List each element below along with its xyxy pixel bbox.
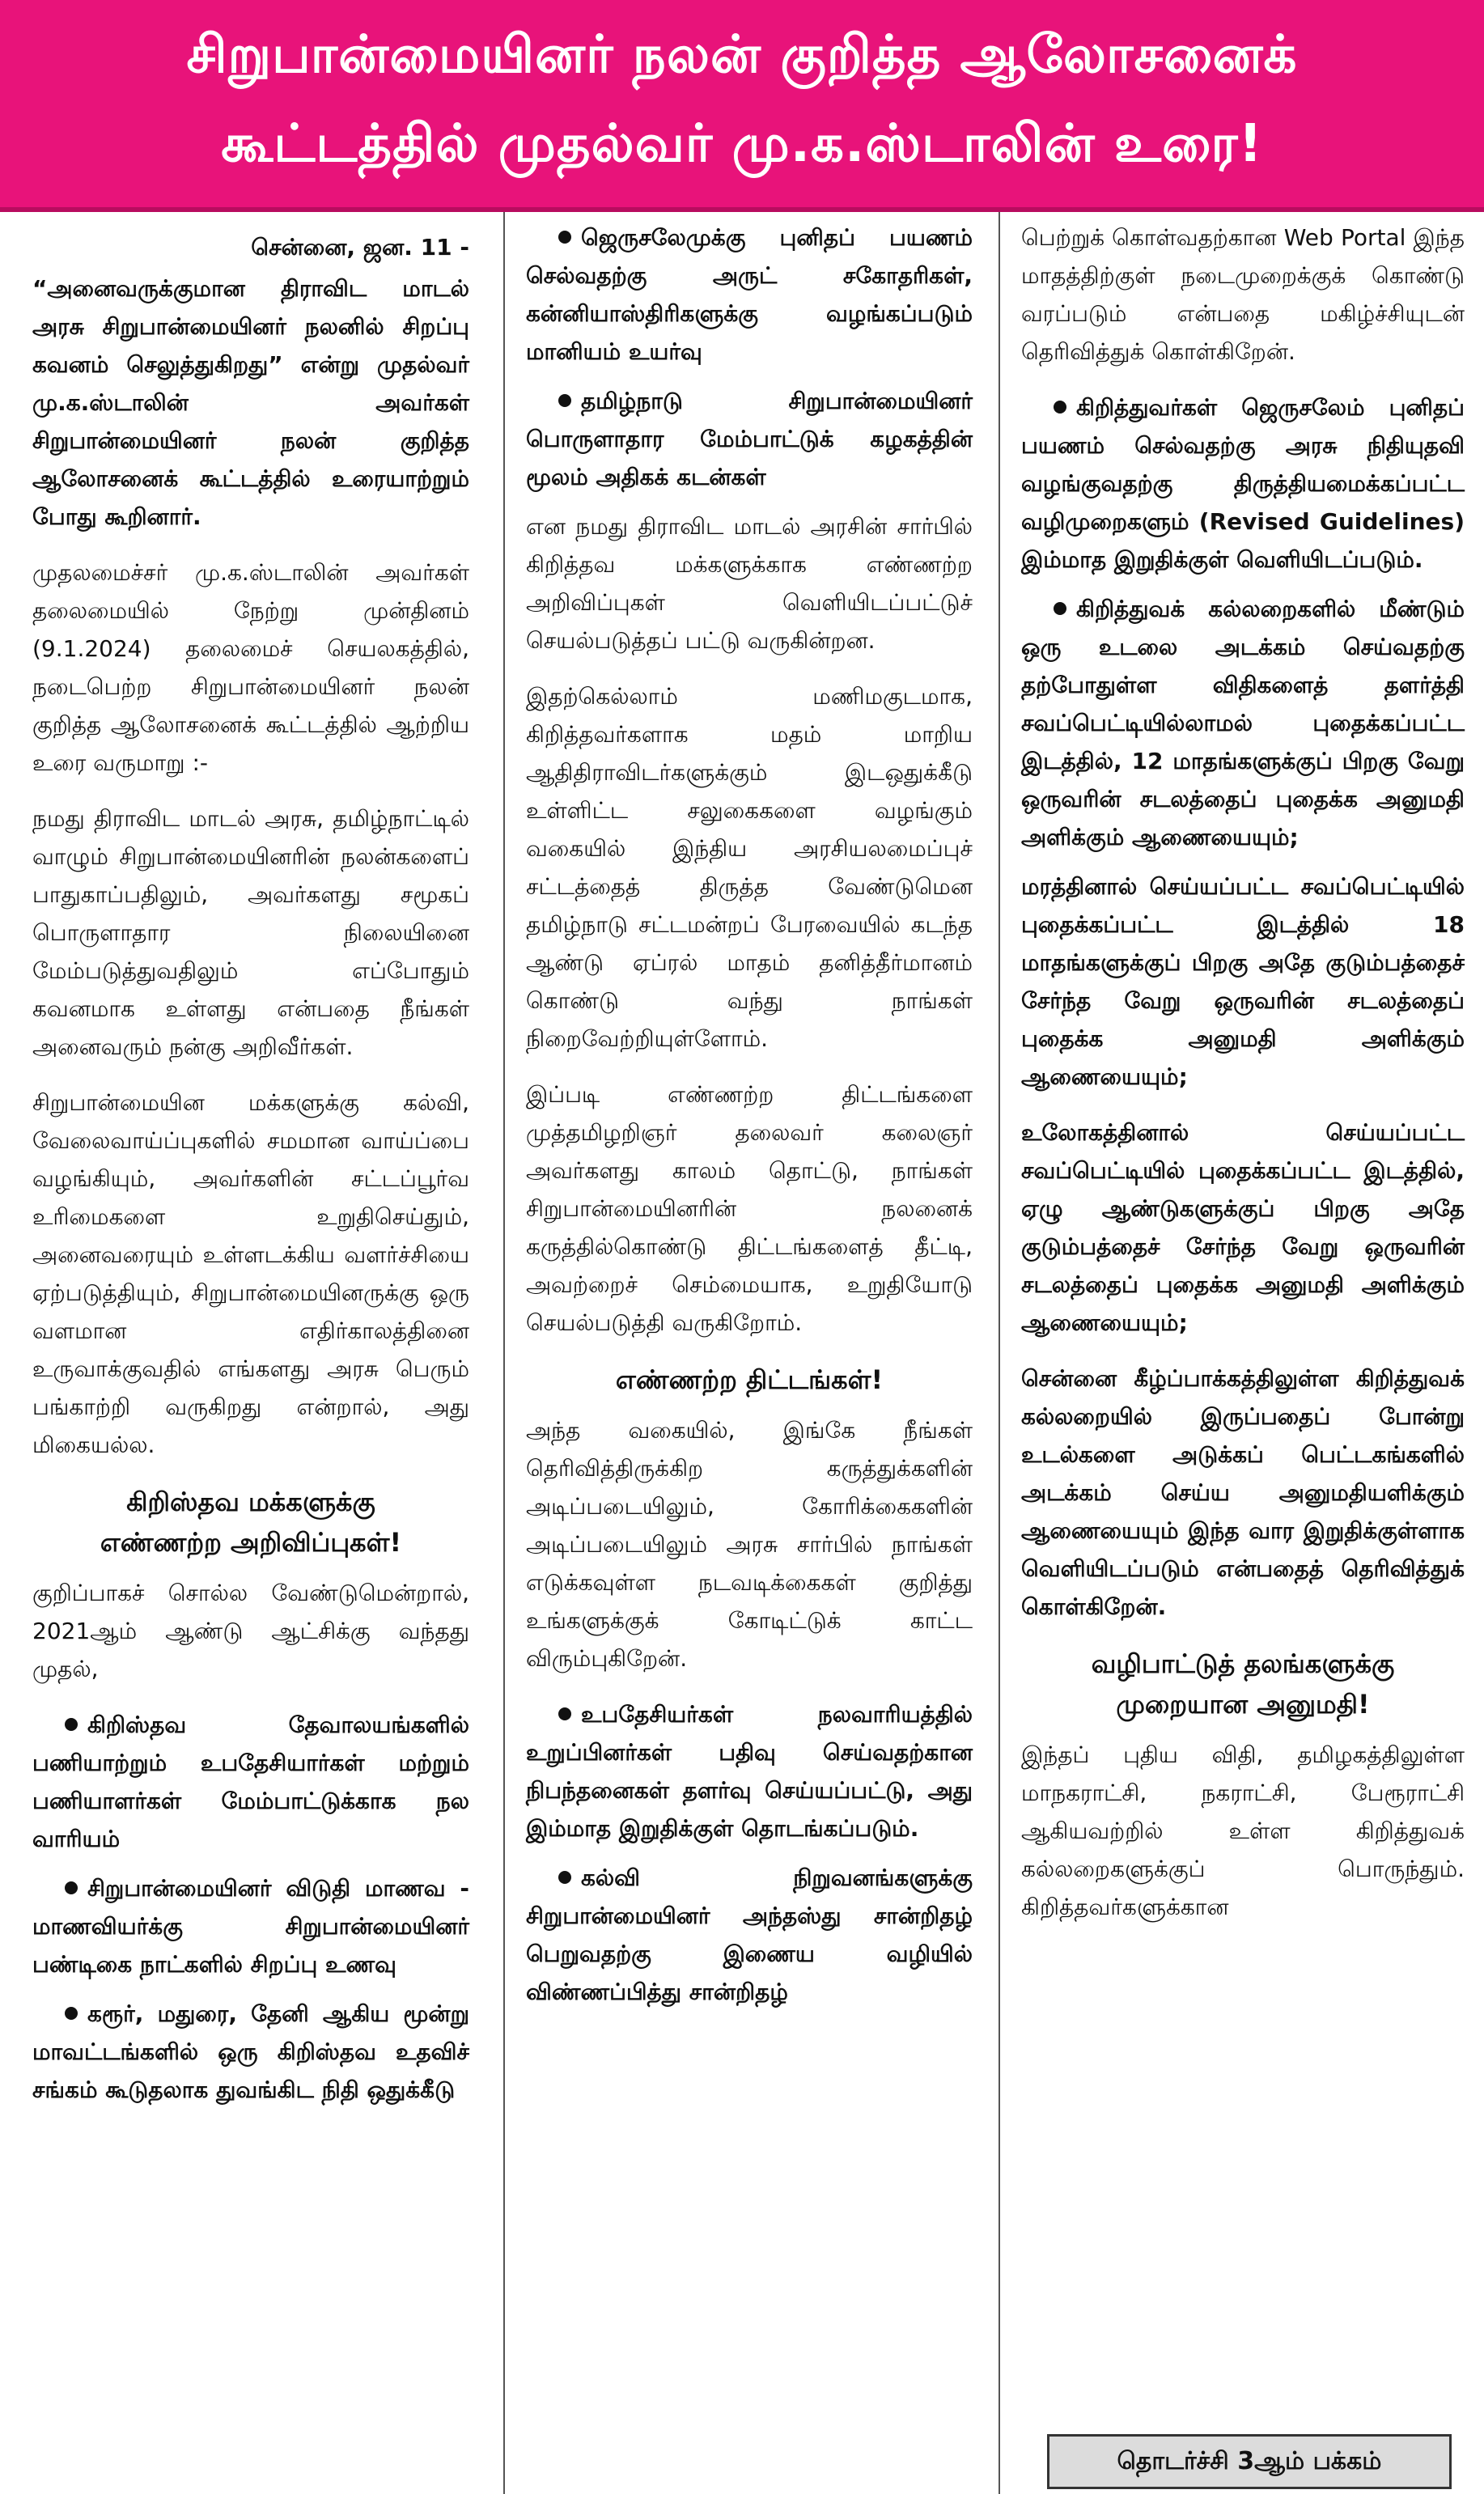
bullet-text: கரூர், மதுரை, தேனி ஆகிய மூன்று மாவட்டங்களில் ஒரு கிறிஸ்தவ உதவிச் சங்கம் கூடுதலாக துவங்கிட நிதி ஒதுக்கீடு: [32, 2000, 469, 2103]
bullet-icon: [558, 394, 571, 407]
dateline: சென்னை, ஜன. 11 -: [251, 234, 469, 261]
column-1: [0, 212, 494, 2494]
bullet-item: [32, 1706, 469, 1858]
article-paragraph-bold: சென்னை கீழ்ப்பாக்கத்திலுள்ள கிறித்துவக் கல்லறையில் இருப்பதைப் போன்று உடல்களை அடுக்கப் பெட்டகங்களில் அடக்கம் செய்ய அனுமதியளிக்கும் ஆணையையும் இந்த வார இறுதிக்குள்ளாக வெளியிடப்படும் என்பதைத் தெரிவித்துக் கொள்கிறேன்.: [1021, 1365, 1465, 1620]
bullet-text: தமிழ்நாடு சிறுபான்மையினர் பொருளாதார மேம்பாட்டுக் கழகத்தின் மூலம் அதிகக் கடன்கள்: [526, 388, 973, 490]
article-paragraph: இப்படி எண்ணற்ற திட்டங்களை முத்தமிழறிஞர் தலைவர் கலைஞர் அவர்களது காலம் தொட்டு, நாங்கள் சிறுபான்மையினரின் நலனைக் கருத்தில்கொண்டு திட்டங்களைத் தீட்டி, அவற்றைச் செம்மையாக, உறுதியோடு செயல்படுத்தி வருகிறோம்.: [526, 1081, 973, 1336]
bullet-icon: [558, 1871, 571, 1884]
subheading: [1021, 1644, 1465, 1724]
bullet-item: [526, 1859, 973, 2011]
bullet-icon: [558, 231, 571, 244]
bullet-text: உபதேசியர்கள் நலவாரியத்தில் உறுப்பினர்கள் பதிவு செய்வதற்கான நிபந்தனைகள் தளர்வு செய்யப்பட்டு, அது இம்மாத இறுதிக்குள் தொடங்கப்படும்.: [526, 1701, 973, 1842]
bullet-icon: [558, 1707, 571, 1720]
bullet-icon: [65, 2007, 78, 2020]
bullet-icon: [1054, 602, 1066, 615]
subheading: [32, 1482, 469, 1563]
bullet-icon: [1054, 401, 1066, 414]
article-paragraph: அந்த வகையில், இங்கே நீங்கள் தெரிவித்திருக்கிற கருத்துக்களின் அடிப்படையிலும், கோரிக்கைகளின் அடிப்படையிலும் அரசு சார்பில் நாங்கள் எடுக்கவுள்ள நடவடிக்கைகள் குறித்து உங்களுக்குக் கோடிட்டுக் காட்ட விரும்புகிறேன்.: [526, 1417, 973, 1672]
bullet-item: [32, 1869, 469, 1983]
subheading: எண்ணற்ற திட்டங்கள்!: [615, 1364, 884, 1395]
bullet-item: [526, 1695, 973, 1847]
column-3: [999, 212, 1484, 2494]
bullet-icon: [65, 1881, 78, 1894]
bullet-text: கிறிஸ்தவ தேவாலயங்களில் பணியாற்றும் உபதேசியார்கள் மற்றும் பணியாளர்கள் மேம்பாட்டுக்காக நல வாரியம்: [32, 1711, 469, 1852]
bullet-item: [32, 1995, 469, 2109]
article-paragraph: குறிப்பாகச் சொல்ல வேண்டுமென்றால், 2021ஆம் ஆண்டு ஆட்சிக்கு வந்தது முதல்,: [32, 1580, 469, 1682]
bullet-item: [1021, 388, 1465, 579]
continued-box-wrapper: [1047, 2434, 1452, 2494]
article-paragraph-bold: உலோகத்தினால் செய்யப்பட்ட சவப்பெட்டியில் புதைக்கப்பட்ட இடத்தில், ஏழு ஆண்டுகளுக்குப் பிறகு அதே குடும்பத்தைச் சேர்ந்த வேறு ஒருவரின் சடலத்தைப் புதைக்க அனுமதி அளிக்கும் ஆணையையும்;: [1021, 1119, 1465, 1336]
bullet-icon: [65, 1718, 78, 1731]
column-2: [503, 212, 990, 2494]
article-paragraph: பெற்றுக் கொள்வதற்கான Web Portal இந்த மாதத்திற்குள் நடைமுறைக்குக் கொண்டு வரப்படும் என்பதை மகிழ்ச்சியுடன் தெரிவித்துக் கொள்கிறேன்.: [1021, 224, 1465, 365]
continued-on-page-box: தொடர்ச்சி 3ஆம் பக்கம்: [1047, 2434, 1452, 2489]
lead-paragraph: “அனைவருக்குமான திராவிட மாடல் அரசு சிறுபான்மையினர் நலனில் சிறப்பு கவனம் செலுத்துகிறது” என்று முதல்வர் மு.க.ஸ்டாலின் அவர்கள் சிறுபான்மையினர் நலன் குறித்த ஆலோசனைக் கூட்டத்தில் உரையாற்றும் போது கூறினார்.: [32, 275, 469, 530]
headline-line-2: கூட்டத்தில் முதல்வர் மு.க.ஸ்டாலின் உரை!: [221, 114, 1263, 174]
article-paragraph: முதலமைச்சர் மு.க.ஸ்டாலின் அவர்கள் தலைமையில் நேற்று முன்தினம் (9.1.2024) தலைமைச் செயலகத்தில், நடைபெற்ற சிறுபான்மையினர் நலன் குறித்த ஆலோசனைக் கூட்டத்தில் ஆற்றிய உரை வருமாறு :-: [32, 559, 469, 776]
headline-line-1: சிறுபான்மையினர் நலன் குறித்த ஆலோசனைக்: [186, 25, 1298, 85]
article-paragraph-bold: மரத்தினால் செய்யப்பட்ட சவப்பெட்டியில் புதைக்கப்பட்ட இடத்தில் 18 மாதங்களுக்குப் பிறகு அதே குடும்பத்தைச் சேர்ந்த வேறு ஒருவரின் சடலத்தைப் புதைக்க அனுமதி அளிக்கும் ஆணையையும்;: [1021, 873, 1465, 1090]
subheading-line-1: வழிபாட்டுத் தலங்களுக்கு: [1091, 1648, 1395, 1679]
bullet-text: கல்வி நிறுவனங்களுக்கு சிறுபான்மையினர் அந்தஸ்து சான்றிதழ் பெறுவதற்கு இணைய வழியில் விண்ணப்பித்து சான்றிதழ்: [526, 1864, 973, 2005]
article-paragraph: என நமது திராவிட மாடல் அரசின் சார்பில் கிறித்தவ மக்களுக்காக எண்ணற்ற அறிவிப்புகள் வெளியிடப்பட்டுச் செயல்படுத்தப் பட்டு வருகின்றன.: [526, 513, 973, 654]
bullet-item: [526, 218, 973, 371]
article-paragraph: சிறுபான்மையின மக்களுக்கு கல்வி, வேலைவாய்ப்புகளில் சமமான வாய்ப்பை வழங்கியும், அவர்களின் சட்டப்பூர்வ உரிமைகளை உறுதிசெய்தும், அனைவரையும் உள்ளடக்கிய வளர்ச்சியை ஏற்படுத்தியும், சிறுபான்மையினருக்கு ஒரு வளமான எதிர்காலத்தினை உருவாக்குவதில் எங்களது அரசு பெரும் பங்காற்றி வருகிறது என்றால், அது மிகையல்ல.: [32, 1089, 469, 1458]
article-paragraph: நமது திராவிட மாடல் அரசு, தமிழ்நாட்டில் வாழும் சிறுபான்மையினரின் நலன்களைப் பாதுகாப்பதிலும், அவர்களது சமூகப் பொருளாதார நிலையினை மேம்படுத்துவதிலும் எப்போதும் கவனமாக உள்ளது என்பதை நீங்கள் அனைவரும் நன்கு அறிவீர்கள்.: [32, 805, 469, 1060]
bullet-text: கிறித்துவக் கல்லறைகளில் மீண்டும் ஒரு உடலை அடக்கம் செய்வதற்கு தற்போதுள்ள விதிகளைத் தளர்த்தி சவப்பெட்டியில்லாமல் புதைக்கப்பட்ட இடத்தில், 12 மாதங்களுக்குப் பிறகு வேறு ஒருவரின் சடலத்தைப் புதைக்க அனுமதி அளிக்கும் ஆணையையும்;: [1021, 596, 1465, 850]
bullet-item: [1021, 590, 1465, 856]
subheading-line-2: எண்ணற்ற அறிவிப்புகள்!: [100, 1527, 402, 1558]
subheading-line-2: முறையான அனுமதி!: [1116, 1689, 1370, 1720]
bullet-text: சிறுபான்மையினர் விடுதி மாணவ - மாணவியர்க்கு சிறுபான்மையினர் பண்டிகை நாட்களில் சிறப்பு உணவு: [32, 1875, 469, 1978]
article-paragraph: இதற்கெல்லாம் மணிமகுடமாக, கிறித்தவர்களாக மதம் மாறிய ஆதிதிராவிடர்களுக்கும் இடஒதுக்கீடு உள்ளிட்ட சலுகைகளை வழங்கும் வகையில் இந்திய அரசியலமைப்புச் சட்டத்தைத் திருத்த வேண்டுமென தமிழ்நாடு சட்டமன்றப் பேரவையில் கடந்த ஆண்டு ஏப்ரல் மாதம் தனித்தீர்மானம் கொண்டு வந்து நாங்கள் நிறைவேற்றியுள்ளோம்.: [526, 683, 973, 1052]
bullet-text: கிறித்துவர்கள் ஜெருசலேம் புனிதப் பயணம் செல்வதற்கு அரசு நிதியுதவி வழங்குவதற்கு திருத்தியமைக்கப்பட்ட வழிமுறைகளும் (Revised Guidelines) இம்மாத இறுதிக்குள் வெளியிடப்படும்.: [1021, 394, 1465, 573]
bullet-item: [526, 382, 973, 496]
article-paragraph: இந்தப் புதிய விதி, தமிழகத்திலுள்ள மாநகராட்சி, நகராட்சி, பேரூராட்சி ஆகியவற்றில் உள்ள கிறித்துவக் கல்லறைகளுக்குப் பொருந்தும். கிறித்தவர்களுக்கான: [1021, 1741, 1465, 1920]
subheading-line-1: கிறிஸ்தவ மக்களுக்கு: [126, 1487, 375, 1517]
bullet-text: ஜெருசலேமுக்கு புனிதப் பயணம் செல்வதற்கு அருட் சகோதரிகள், கன்னியாஸ்திரிகளுக்கு வழங்கப்படும் மானியம் உயர்வு: [526, 224, 973, 365]
headline-banner: [0, 0, 1484, 212]
